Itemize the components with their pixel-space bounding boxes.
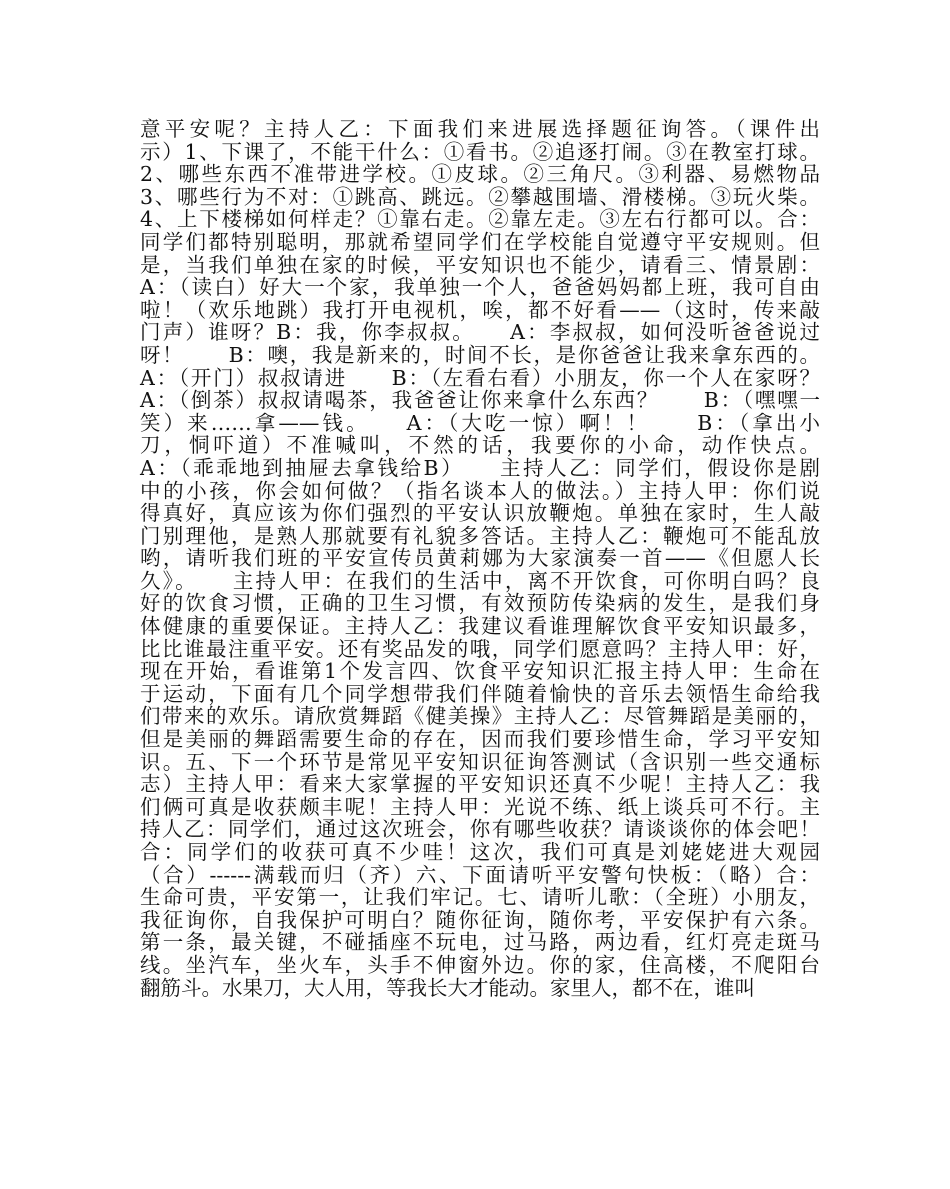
text-line: 哟，请听我们班的平安宣传员黄莉娜为大家演奏一首——《但愿人长 xyxy=(140,546,820,571)
text-line: 门声）谁呀？B：我，你李叔叔。 A：李叔叔，如何没听爸爸说过 xyxy=(140,320,820,345)
text-line: 持人乙：同学们，通过这次班会，你有哪些收获？请谈谈你的体会吧！ xyxy=(140,817,820,842)
text-line: 门别理他，是熟人那就要有礼貌多答话。主持人乙：鞭炮可不能乱放 xyxy=(140,523,820,548)
text-line: 啦！（欢乐地跳）我打开电视机，唉，都不好看——（这时，传来敲 xyxy=(140,297,820,322)
text-line: 同学们都特别聪明，那就希望同学们在学校能自觉遵守平安规则。但 xyxy=(140,229,820,254)
text-line: 于运动，下面有几个同学想带我们伴随着愉快的音乐去领悟生命给我 xyxy=(140,681,820,706)
text-line: A：（读白）好大一个家，我单独一个人，爸爸妈妈都上班，我可自由 xyxy=(140,275,820,300)
text-line: 们带来的欢乐。请欣赏舞蹈《健美操》主持人乙：尽管舞蹈是美丽的， xyxy=(140,704,820,729)
text-line: 久》。 主持人甲：在我们的生活中，离不开饮食，可你明白吗？良 xyxy=(140,568,820,593)
body-text xyxy=(140,118,820,999)
text-line: 意平安呢？主持人乙：下面我们来进展选择题征询答。（课件出 xyxy=(140,117,820,141)
text-line: 示）1、下课了，不能干什么：①看书。②追逐打闹。③在教室打球。 xyxy=(140,139,820,164)
text-line: 们俩可真是收获颇丰呢！主持人甲：光说不练、纸上谈兵可不行。主 xyxy=(140,794,820,819)
text-line: 是，当我们单独在家的时候，平安知识也不能少，请看三、情景剧： xyxy=(140,252,820,277)
text-line: 2、哪些东西不准带进学校。①皮球。②三角尺。③利器、易燃物品 xyxy=(140,162,820,187)
text-line: 笑）来……拿——钱。 A：（大吃一惊）啊！！ B：（拿出小 xyxy=(140,410,820,435)
text-line: 第一条，最关键，不碰插座不玩电，过马路，两边看，红灯亮走斑马 xyxy=(140,930,820,955)
text-line: 比比谁最注重平安。还有奖品发的哦，同学们愿意吗？主持人甲：好， xyxy=(140,636,820,661)
text-line: 识。五、下一个环节是常见平安知识征询答测试（含识别一些交通标 xyxy=(140,749,820,774)
text-line: 合：同学们的收获可真不少哇！这次，我们可真是刘姥姥进大观园 xyxy=(140,840,820,864)
text-line: （合）------满载而归（齐）六、下面请听平安警句快板：（略）合： xyxy=(140,862,820,887)
text-line: 体健康的重要保证。主持人乙：我建议看谁理解饮食平安知识最多， xyxy=(140,614,820,639)
text-line: 生命可贵，平安第一，让我们牢记。七、请听儿歌：（全班）小朋友， xyxy=(140,885,820,910)
text-line: A：（倒茶）叔叔请喝茶，我爸爸让你来拿什么东西？ B：（嘿嘿一 xyxy=(140,388,820,413)
text-line: 我征询你，自我保护可明白？随你征询，随你考，平安保护有六条。 xyxy=(140,907,820,932)
text-line: 呀！ B：噢，我是新来的，时间不长，是你爸爸让我来拿东西的。 xyxy=(140,342,820,367)
text-line: 刀，恫吓道）不准喊叫，不然的话，我要你的小命，动作快点。 xyxy=(140,433,820,458)
text-line: 4、上下楼梯如何样走？①靠右走。②靠左走。③左右行都可以。合： xyxy=(140,207,820,232)
text-line: 现在开始，看谁第1个发言四、饮食平安知识汇报主持人甲：生命在 xyxy=(140,659,820,684)
text-line: A：（开门）叔叔请进 B：（左看右看）小朋友，你一个人在家呀？ xyxy=(140,365,820,390)
text-line: 翻筋斗。水果刀，大人用，等我长大才能动。家里人，都不在，谁叫 xyxy=(140,975,755,1000)
text-line: 线。坐汽车，坐火车，头手不伸窗外边。你的家，住高楼，不爬阳台 xyxy=(140,952,820,977)
text-line: 中的小孩，你会如何做？（指名谈本人的做法。）主持人甲：你们说 xyxy=(140,478,820,503)
text-line: A：（乖乖地到抽屉去拿钱给B） 主持人乙：同学们，假设你是剧 xyxy=(140,455,820,480)
text-line: 志）主持人甲：看来大家掌握的平安知识还真不少呢！主持人乙：我 xyxy=(140,772,820,797)
text-line: 得真好，真应该为你们强烈的平安认识放鞭炮。单独在家时，生人敲 xyxy=(140,501,820,526)
text-line: 好的饮食习惯，正确的卫生习惯，有效预防传染病的发生，是我们身 xyxy=(140,591,820,616)
text-line: 3、哪些行为不对：①跳高、跳远。②攀越围墙、滑楼梯。③玩火柴。 xyxy=(140,184,820,209)
text-line: 但是美丽的舞蹈需要生命的存在，因而我们要珍惜生命，学习平安知 xyxy=(140,727,820,752)
